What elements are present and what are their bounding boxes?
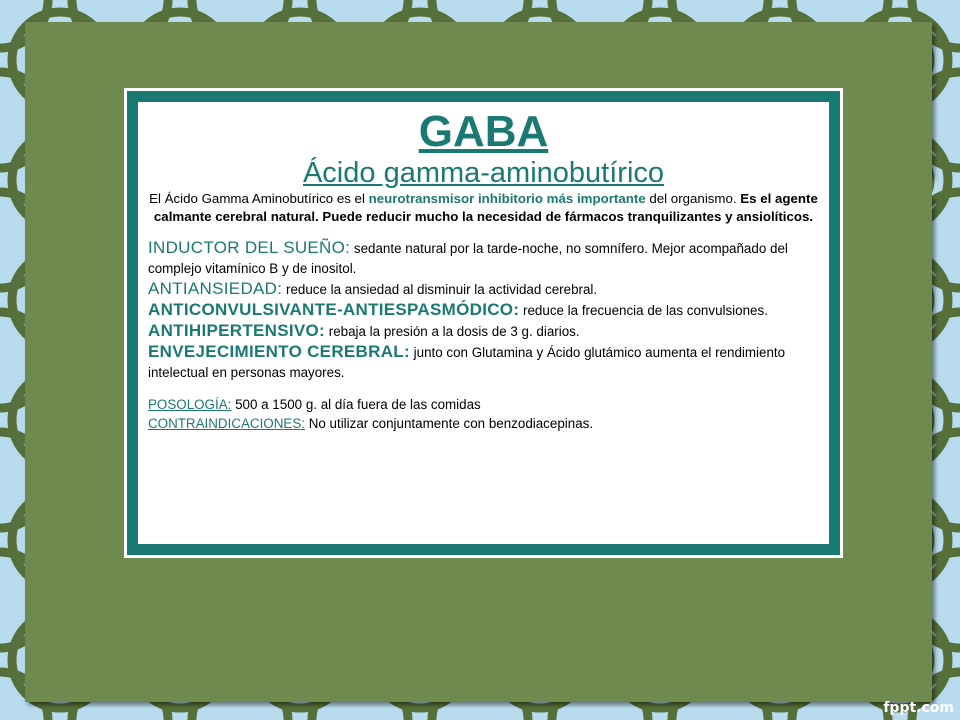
watermark-text: fppt.com: [883, 700, 954, 716]
item-text: sedante natural por la tarde-noche, no somnífero. Mejor acompañado del complejo vitamínico B y de inositol.: [148, 241, 788, 276]
intro-bold: Es el agente calmante cerebral natural. Puede reducir mucho la necesidad de fármacos tranquilizantes y ansiolíticos.: [153, 191, 818, 224]
slide-subtitle: Ácido gamma-aminobutírico: [302, 157, 665, 189]
item-heading: INDUCTOR DEL SUEÑO:: [148, 238, 351, 257]
list-item: [148, 300, 819, 321]
intro-highlight: neurotransmisor inhibitorio más importante: [368, 191, 646, 206]
olive-panel-joint-right: [840, 150, 932, 210]
content-card: [124, 88, 843, 558]
benefits-list: [148, 238, 819, 383]
list-item: [148, 238, 819, 279]
item-heading: ANTICONVULSIVANTE-ANTIESPASMÓDICO:: [148, 300, 520, 319]
contraindicaciones-label: CONTRAINDICACIONES:: [148, 416, 305, 431]
posologia-text: 500 a 1500 g. al día fuera de las comidas: [231, 397, 481, 412]
posologia-line: [148, 395, 819, 414]
item-heading: ENVEJECIMIENTO CEREBRAL:: [148, 342, 410, 361]
contraindicaciones-line: [148, 414, 819, 433]
item-heading: ANTIANSIEDAD:: [148, 279, 283, 298]
intro-paragraph: [148, 190, 819, 226]
item-heading: ANTIHIPERTENSIVO:: [148, 321, 326, 340]
posologia-label: POSOLOGÍA:: [148, 397, 232, 412]
olive-panel-joint-left: [25, 150, 125, 210]
intro-text-2: del organismo.: [645, 191, 741, 206]
card-content: [148, 108, 819, 433]
item-text: rebaja la presión a la dosis de 3 g. diarios.: [325, 324, 580, 339]
item-text: reduce la ansiedad al disminuir la actividad cerebral.: [282, 282, 598, 297]
teal-frame: [127, 91, 840, 555]
item-text: reduce la frecuencia de las convulsiones.: [519, 303, 768, 318]
intro-text: El Ácido Gamma Aminobutírico es el: [149, 191, 369, 206]
notes-section: [148, 395, 819, 433]
list-item: [148, 342, 819, 383]
list-item: [148, 321, 819, 342]
contraindicaciones-text: No utilizar conjuntamente con benzodiacepinas.: [304, 416, 594, 431]
item-text: junto con Glutamina y Ácido glutámico aumenta el rendimiento intelectual en personas mayores.: [148, 345, 786, 380]
slide-title: GABA: [418, 107, 549, 156]
list-item: [148, 279, 819, 300]
